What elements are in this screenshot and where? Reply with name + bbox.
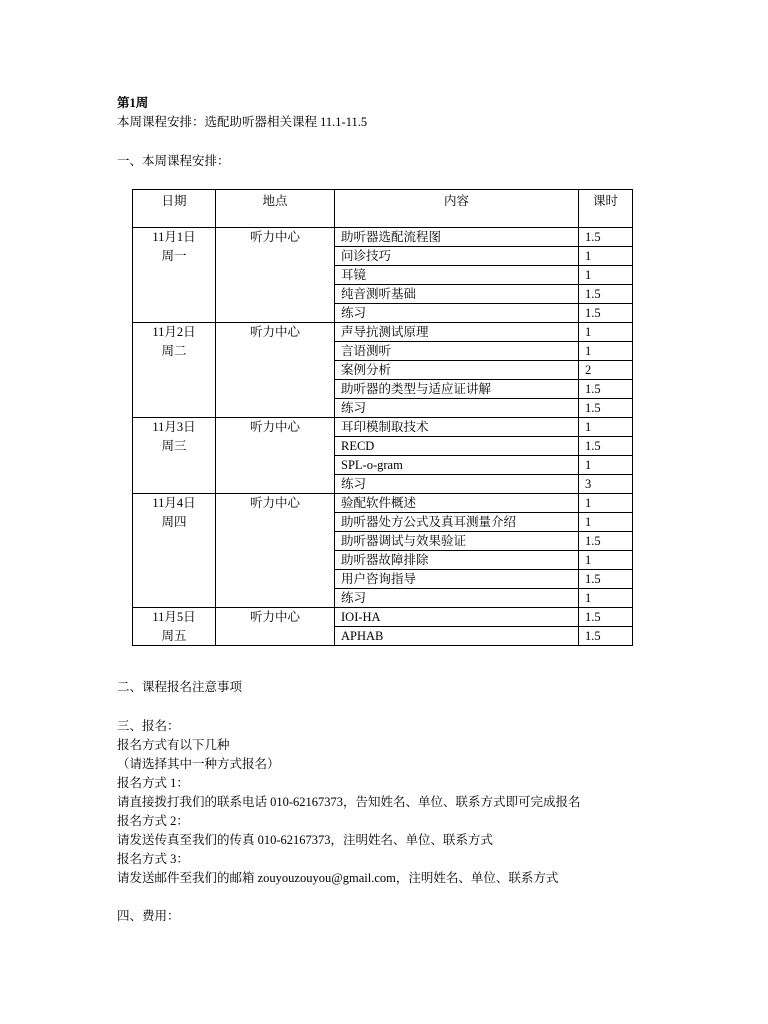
hours-cell: 1 (579, 266, 633, 285)
content-cell: APHAB (335, 627, 579, 646)
schedule-table (132, 189, 633, 646)
weekday-text: 周四 (161, 515, 187, 529)
signup-line-2: （请选择其中一种方式报名） (117, 757, 280, 771)
content-cell: 助听器故障排除 (335, 551, 579, 570)
method-2-text: 请发送传真至我们的传真 010-62167373，注明姓名、单位、联系方式 (117, 833, 494, 847)
hours-cell: 2 (579, 361, 633, 380)
date-text: 11月5日 (152, 610, 196, 624)
hours-cell: 1.5 (579, 532, 633, 551)
place-cell: 听力中心 (216, 323, 335, 418)
place-cell: 听力中心 (216, 228, 335, 323)
table-header-row (133, 190, 633, 228)
hours-cell: 1.5 (579, 399, 633, 418)
hours-cell: 1 (579, 323, 633, 342)
content-cell: 练习 (335, 304, 579, 323)
place-cell: 听力中心 (216, 494, 335, 608)
weekday-text: 周一 (161, 249, 187, 263)
hours-cell: 1 (579, 513, 633, 532)
content-cell: SPL-o-gram (335, 456, 579, 475)
date-text: 11月4日 (152, 496, 196, 510)
content-cell: 助听器调试与效果验证 (335, 532, 579, 551)
weekday-text: 周五 (161, 629, 187, 643)
date-cell (133, 418, 216, 494)
column-header-date: 日期 (133, 190, 216, 228)
table-row (133, 494, 633, 513)
place-cell: 听力中心 (216, 418, 335, 494)
date-text: 11月3日 (152, 420, 196, 434)
hours-cell: 1 (579, 342, 633, 361)
method-3-text: 请发送邮件至我们的邮箱 zouyouzouyou@gmail.com，注明姓名、单位、联系方式 (117, 871, 559, 885)
method-3-label: 报名方式 3： (117, 852, 189, 866)
hours-cell: 1.5 (579, 608, 633, 627)
course-title: 本周课程安排：选配助听器相关课程 11.1-11.5 (117, 115, 368, 129)
hours-cell: 1 (579, 589, 633, 608)
hours-cell: 1.5 (579, 570, 633, 589)
content-cell: 纯音测听基础 (335, 285, 579, 304)
hours-cell: 1 (579, 551, 633, 570)
hours-cell: 1.5 (579, 285, 633, 304)
schedule-heading: 一、本周课程安排： (117, 154, 230, 168)
method-2-label: 报名方式 2： (117, 814, 189, 828)
week-label: 第1周 (117, 96, 149, 110)
content-cell: 验配软件概述 (335, 494, 579, 513)
hours-cell: 1.5 (579, 380, 633, 399)
content-cell: 练习 (335, 399, 579, 418)
hours-cell: 1 (579, 456, 633, 475)
content-cell: 耳印模制取技术 (335, 418, 579, 437)
method-1-label: 报名方式 1： (117, 776, 189, 790)
content-cell: 耳镜 (335, 266, 579, 285)
content-cell: 声导抗测试原理 (335, 323, 579, 342)
hours-cell: 1 (579, 418, 633, 437)
content-cell: 助听器的类型与适应证讲解 (335, 380, 579, 399)
table-row (133, 323, 633, 342)
content-cell: RECD (335, 437, 579, 456)
hours-cell: 1.5 (579, 627, 633, 646)
place-cell: 听力中心 (216, 608, 335, 646)
column-header-place: 地点 (216, 190, 335, 228)
date-cell (133, 228, 216, 323)
method-1-text: 请直接拨打我们的联系电话 010-62167373，告知姓名、单位、联系方式即可完成报名 (117, 795, 581, 809)
content-cell: 助听器处方公式及真耳测量介绍 (335, 513, 579, 532)
signup-heading: 三、报名： (117, 719, 180, 733)
hours-cell: 1.5 (579, 437, 633, 456)
date-cell (133, 323, 216, 418)
column-header-content: 内容 (335, 190, 579, 228)
weekday-text: 周二 (161, 344, 187, 358)
table-row (133, 608, 633, 627)
hours-cell: 1 (579, 494, 633, 513)
date-cell (133, 494, 216, 608)
column-header-hours: 课时 (579, 190, 633, 228)
date-text: 11月1日 (152, 230, 196, 244)
content-cell: 助听器选配流程图 (335, 228, 579, 247)
table-row (133, 228, 633, 247)
content-cell: 练习 (335, 475, 579, 494)
hours-cell: 3 (579, 475, 633, 494)
fee-heading: 四、费用： (117, 909, 180, 923)
hours-cell: 1.5 (579, 228, 633, 247)
weekday-text: 周三 (161, 439, 187, 453)
content-cell: 练习 (335, 589, 579, 608)
hours-cell: 1.5 (579, 304, 633, 323)
signup-line-1: 报名方式有以下几种 (117, 738, 230, 752)
content-cell: 用户咨询指导 (335, 570, 579, 589)
content-cell: 言语测听 (335, 342, 579, 361)
signup-note: 二、课程报名注意事项 (117, 680, 243, 694)
content-cell: 案例分析 (335, 361, 579, 380)
table-row (133, 418, 633, 437)
date-text: 11月2日 (152, 325, 196, 339)
content-cell: 问诊技巧 (335, 247, 579, 266)
content-cell: IOI-HA (335, 608, 579, 627)
date-cell (133, 608, 216, 646)
hours-cell: 1 (579, 247, 633, 266)
